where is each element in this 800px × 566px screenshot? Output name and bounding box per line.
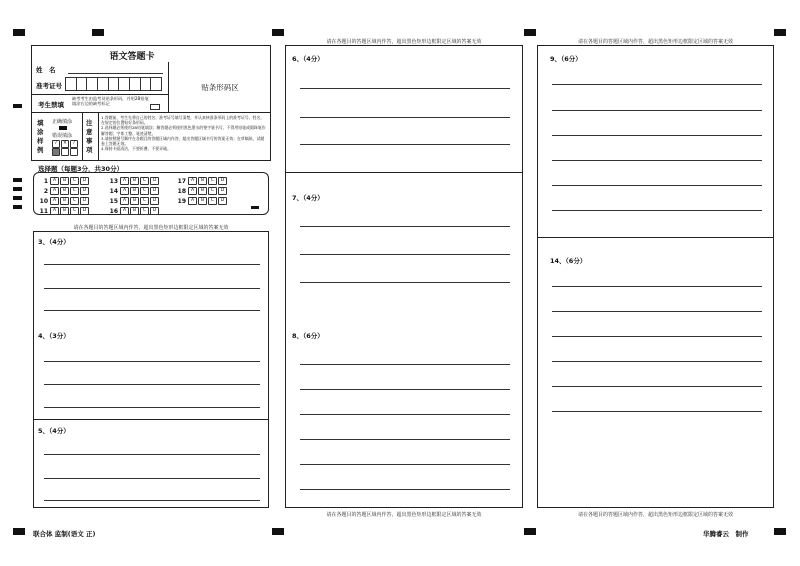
- answer-line[interactable]: [300, 439, 510, 440]
- answer-line[interactable]: [44, 264, 260, 265]
- question-7-label: 7、（4分）: [292, 194, 324, 202]
- timing-mark: [774, 528, 786, 535]
- exam-id-label: 准考证号: [36, 82, 62, 90]
- exam-id-boxes[interactable]: [65, 77, 162, 91]
- timing-mark: [13, 104, 22, 108]
- timing-mark: [13, 187, 22, 191]
- timing-mark: [272, 29, 284, 36]
- answer-line[interactable]: [44, 478, 260, 479]
- choice-timing-mark: [251, 206, 259, 209]
- choice-row[interactable]: 18 A B C D: [176, 187, 228, 195]
- answer-line[interactable]: [552, 361, 762, 362]
- name-field[interactable]: [68, 73, 163, 74]
- wrong-fill-samples: ✓ ✕ /: [52, 140, 79, 148]
- timing-mark: [13, 29, 25, 36]
- timing-mark: [272, 528, 284, 535]
- answer-line[interactable]: [552, 336, 762, 337]
- choice-row[interactable]: 11 A B C D: [38, 207, 90, 215]
- answer-area-col3: [537, 45, 774, 508]
- warning-text: 请在各题目的答题区域内作答，超出黑色矩形边框限定区域的答案无效: [326, 512, 482, 518]
- absent-label: 考生禁填: [38, 101, 64, 109]
- answer-line[interactable]: [552, 411, 762, 412]
- absent-row: [32, 94, 168, 113]
- header-panel: [31, 45, 271, 161]
- barcode-label: 贴条形码区: [201, 83, 239, 92]
- answer-line[interactable]: [44, 384, 260, 385]
- choice-box: [33, 172, 269, 215]
- answer-line[interactable]: [300, 144, 510, 145]
- card-title: 语文答题卡: [109, 52, 155, 62]
- answer-area-col1: [33, 231, 269, 508]
- question-5-label: 5、（4分）: [38, 427, 70, 435]
- notes-divider: [98, 113, 99, 161]
- question-divider: [34, 419, 268, 420]
- question-14-label: 14、（6分）: [550, 257, 587, 265]
- answer-line[interactable]: [552, 135, 762, 136]
- answer-line[interactable]: [300, 414, 510, 415]
- correct-fill-sample: [59, 126, 67, 130]
- answer-area-col2: [285, 45, 523, 508]
- footer-left: 联合体 监制(语文 正): [33, 530, 96, 538]
- answer-line[interactable]: [552, 160, 762, 161]
- choice-row[interactable]: 1 A B C D: [38, 177, 90, 185]
- question-4-label: 4、（3分）: [38, 332, 70, 340]
- footer-right: 华腾睿云 制作: [703, 530, 749, 538]
- warning-text: 请在各题目的答题区域内作答，超出黑色矩形边框限定区域的答案无效: [326, 39, 482, 45]
- answer-line[interactable]: [300, 489, 510, 490]
- choice-row[interactable]: 13 A B C D: [108, 177, 160, 185]
- choice-column-1: [38, 177, 90, 215]
- choice-row[interactable]: 19 A B C D: [176, 197, 228, 205]
- answer-line[interactable]: [552, 110, 762, 111]
- correct-fill-label: 正确填涂: [52, 119, 73, 125]
- answer-line[interactable]: [552, 311, 762, 312]
- question-divider: [538, 237, 773, 238]
- choice-column-3: [176, 177, 228, 205]
- answer-line[interactable]: [300, 226, 510, 227]
- choice-row[interactable]: 15 A B C D: [108, 197, 160, 205]
- timing-mark: [13, 178, 22, 182]
- timing-mark: [13, 196, 22, 200]
- timing-mark: [524, 528, 536, 535]
- warning-text: 请在各题目的答题区域内作答，超出黑色矩形边框限定区域的答案无效: [73, 225, 229, 231]
- fill-example-area: [32, 112, 270, 161]
- answer-line[interactable]: [44, 288, 260, 289]
- choice-header: 选择题（每题3分，共30分）: [38, 165, 124, 173]
- absent-note: 缺考考生由监考员贴条形码，并用2B铅笔填涂右边的缺考标记: [72, 96, 149, 106]
- answer-line[interactable]: [44, 407, 260, 408]
- question-3-label: 3、（4分）: [38, 238, 70, 246]
- question-divider: [286, 172, 522, 173]
- answer-line[interactable]: [552, 84, 762, 85]
- answer-line[interactable]: [300, 117, 510, 118]
- answer-line[interactable]: [300, 88, 510, 89]
- warning-text: 请在各题目的答题区域内作答，超出黑色矩形边框限定区域的答案无效: [577, 39, 733, 45]
- question-9-label: 9、（6分）: [550, 55, 582, 63]
- timing-mark: [92, 29, 104, 36]
- answer-line[interactable]: [44, 454, 260, 455]
- fill-divider: [82, 113, 83, 161]
- timing-mark: [13, 205, 22, 209]
- choice-column-2: [108, 177, 160, 215]
- barcode-area: [168, 62, 271, 113]
- wrong-fill-samples-2: [52, 148, 79, 158]
- timing-mark: [774, 29, 786, 36]
- warning-text: 请在各题目的答题区域内作答，超出黑色矩形边框限定区域的答案无效: [577, 512, 733, 518]
- choice-row[interactable]: 14 A B C D: [108, 187, 160, 195]
- notes-text: 1.答题前，考生先将自己的姓名、准考证号填写清楚，并认真核准条形码上的准考证号、姓名，在规定的位置贴好条形码。 2.选择题必须使用2B铅笔填涂；解答题必须使用黑色墨水的签字笔书写，不得用铅笔或圆珠笔作解答题；字体工整、笔迹清楚。 3.请按照题号顺序在各题目的答题区域内作答，超出答题区域书写的答案无效；在草稿纸、试题卷上答题无效。 4.保持卡面清洁，不要折叠、不要弄破。: [101, 115, 266, 152]
- choice-row[interactable]: 10 A B C D: [38, 197, 90, 205]
- answer-line[interactable]: [300, 464, 510, 465]
- question-6-label: 6、（4分）: [292, 55, 324, 63]
- answer-line[interactable]: [44, 361, 260, 362]
- question-8-label: 8、（6分）: [292, 332, 324, 340]
- choice-row[interactable]: 17 A B C D: [176, 177, 228, 185]
- choice-row[interactable]: 2 A B C D: [38, 187, 90, 195]
- wrong-fill-label: 错误填涂: [52, 133, 73, 139]
- answer-line[interactable]: [300, 282, 510, 283]
- answer-line[interactable]: [552, 185, 762, 186]
- answer-line[interactable]: [300, 389, 510, 390]
- fill-example-label: 填涂样例: [37, 119, 44, 154]
- answer-line[interactable]: [44, 500, 260, 501]
- answer-line[interactable]: [300, 254, 510, 255]
- notes-label: 注意事项: [86, 119, 93, 154]
- answer-line[interactable]: [552, 210, 762, 211]
- answer-line[interactable]: [552, 386, 762, 387]
- answer-line[interactable]: [552, 286, 762, 287]
- name-label: 姓 名: [36, 66, 56, 74]
- choice-row[interactable]: 16 A B C D: [108, 207, 160, 215]
- answer-line[interactable]: [44, 310, 260, 311]
- timing-mark: [524, 29, 536, 36]
- timing-mark: [13, 528, 25, 535]
- absent-mark-box[interactable]: [150, 104, 160, 110]
- answer-line[interactable]: [300, 364, 510, 365]
